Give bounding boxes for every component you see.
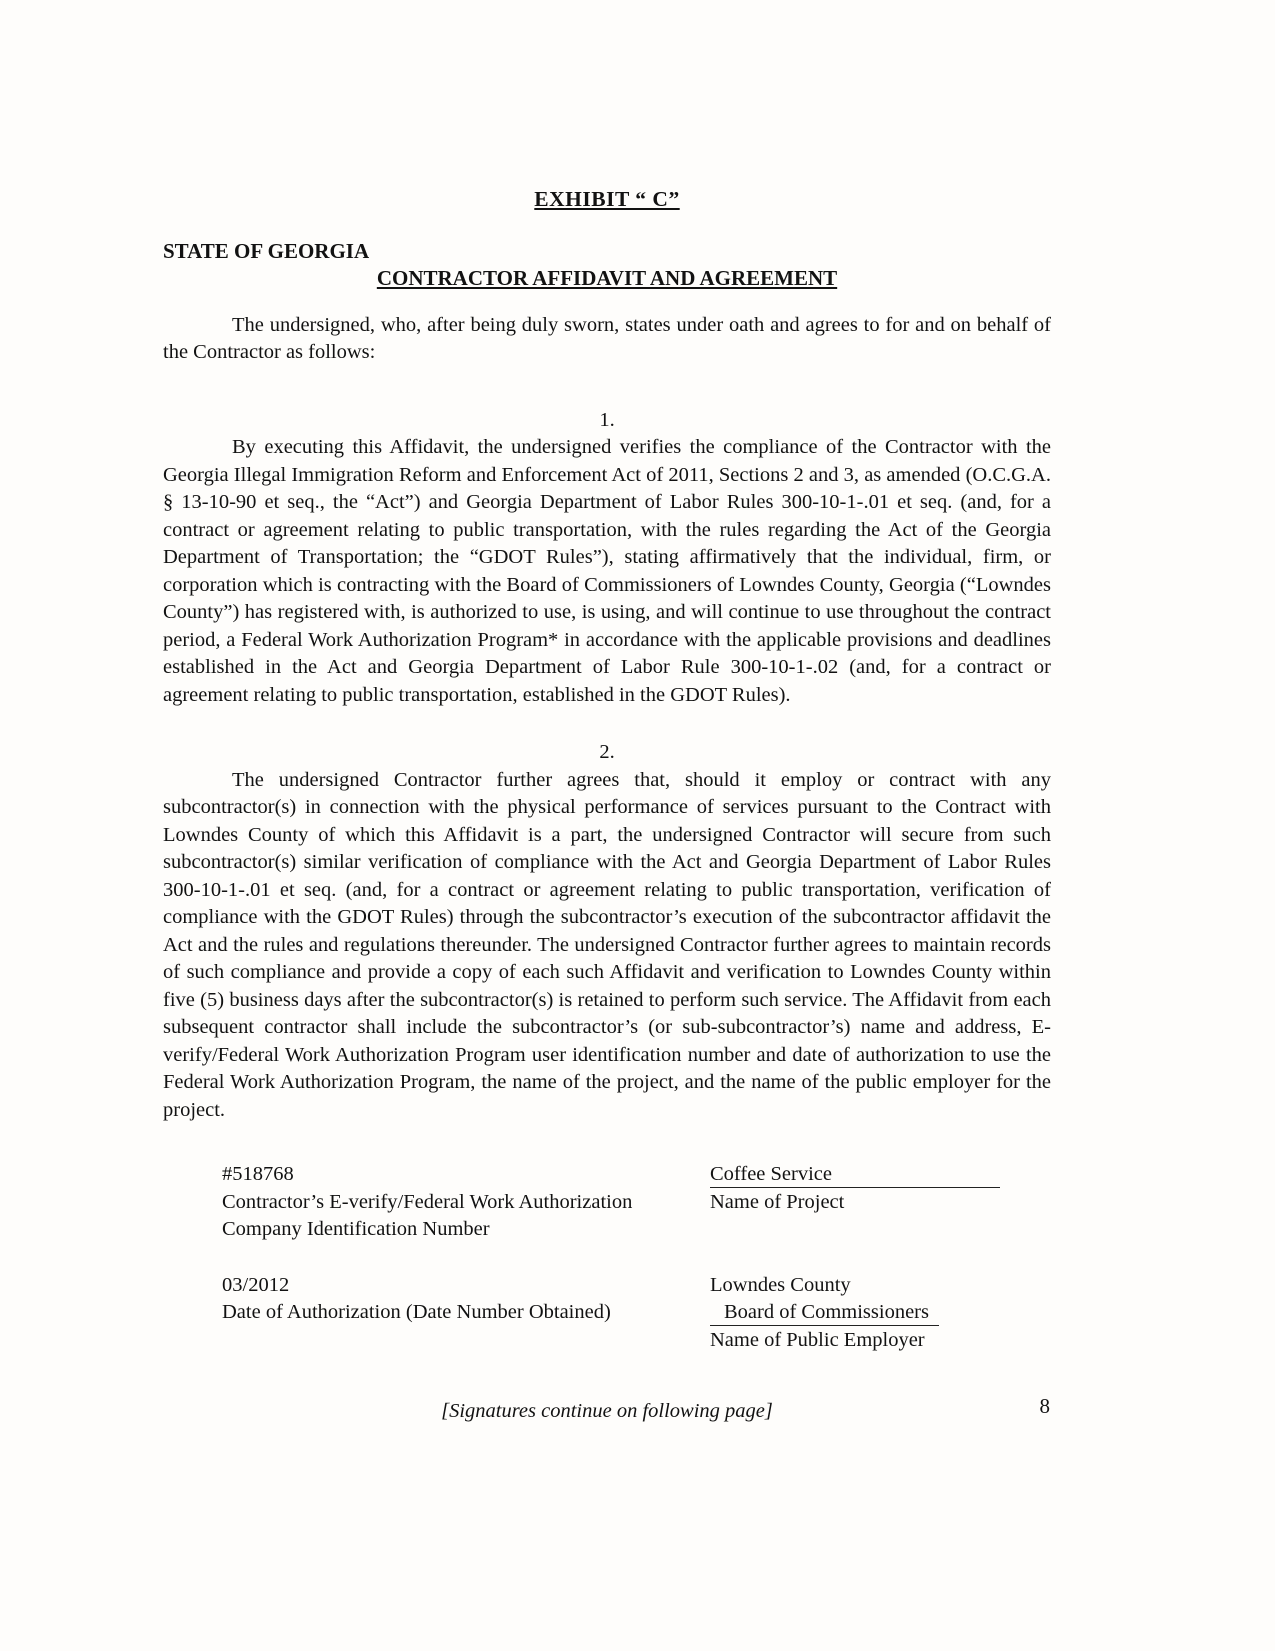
page-number: 8 xyxy=(1039,1394,1050,1418)
fields-block xyxy=(222,1161,1051,1354)
section-2-body: The undersigned Contractor further agrees that, should it employ or contract with any subcontractor(s) in connection with the physical performance of services pursuant to the Contract with Lowndes County of which this Affidavit is a part, the undersigned Contractor will secure from such subcontractor(s) similar verification of compliance with the Act and Georgia Department of Labor Rules 300-10-1-.01 et seq. (and, for a contract or agreement relating to public transportation, verification of compliance with the GDOT Rules) through the subcontractor’s execution of the subcontractor affidavit the Act and the rules and regulations thereunder. The undersigned Contractor further agrees to maintain records of such compliance and provide a copy of each such Affidavit and verification to Lowndes County within five (5) business days after the subcontractor(s) is retained to perform such service. The Affidavit from each subsequent contractor shall include the subcontractor’s (or sub-subcontractor’s) name and address, E-verify/Federal Work Authorization Program user identification number and date of authorization to use the Federal Work Authorization Program, the name of the project, and the name of the public employer for the project. xyxy=(163,768,1051,1121)
project-field xyxy=(710,1161,1051,1244)
intro-paragraph: The undersigned, who, after being duly sworn, states under oath and agrees to for and on behalf of the Contractor as follows: xyxy=(163,313,1051,363)
section-1-number: 1. xyxy=(599,408,615,431)
exhibit-title-text: EXHIBIT “ C” xyxy=(534,187,680,211)
everify-field xyxy=(222,1161,710,1244)
date-value: 03/2012 xyxy=(222,1273,290,1296)
exhibit-title xyxy=(163,186,1051,214)
date-employer-row xyxy=(222,1272,1051,1355)
date-label: Date of Authorization (Date Number Obtained) xyxy=(222,1301,611,1323)
project-label: Name of Project xyxy=(710,1190,845,1213)
employer-line2: Board of Commissioners xyxy=(710,1300,939,1326)
section-2-number: 2. xyxy=(599,741,615,763)
document-title-text: CONTRACTOR AFFIDAVIT AND AGREEMENT xyxy=(376,266,838,290)
employer-line1: Lowndes County xyxy=(710,1273,851,1296)
project-name-line xyxy=(710,1161,1051,1189)
everify-label-line2: Company Identification Number xyxy=(222,1218,490,1240)
signature-continuation-note: [Signatures continue on following page] xyxy=(441,1400,773,1422)
section-1-body: By executing this Affidavit, the undersigned verifies the compliance of the Contractor with the Georgia Illegal Immigration Reform and Enforcement Act of 2011, Sections 2 and 3, as amended (O.C.G.A. § 13-10-90 et seq., the “Act”) and Georgia Department of Labor Rules 300-10-1-.01 et seq. (and, for a contract or agreement relating to public transportation, with the rules regarding the Act of the Georgia Department of Transportation; the “GDOT Rules”), stating affirmatively that the individual, firm, or corporation which is contracting with the Board of Commissioners of Lowndes County, Georgia (“Lowndes County”) has registered with, is authorized to use, is using, and will continue to use throughout the contract period, a Federal Work Authorization Program* in accordance with the applicable provisions and deadlines established in the Act and Georgia Department of Labor Rule 300-10-1-.02 (and, for a contract or agreement relating to public transportation, established in the GDOT Rules). xyxy=(163,436,1051,706)
everify-project-row xyxy=(222,1161,1051,1244)
date-field xyxy=(222,1272,710,1355)
everify-number: #518768 xyxy=(222,1163,294,1185)
employer-field xyxy=(710,1272,1051,1355)
employer-label: Name of Public Employer xyxy=(710,1328,925,1351)
everify-label-line1: Contractor’s E-verify/Federal Work Authorization xyxy=(222,1190,633,1213)
employer-line2-wrap xyxy=(710,1299,1051,1327)
state-heading: STATE OF GEORGIA xyxy=(163,238,370,263)
project-name: Coffee Service xyxy=(710,1162,1000,1188)
document-title xyxy=(163,265,1051,293)
